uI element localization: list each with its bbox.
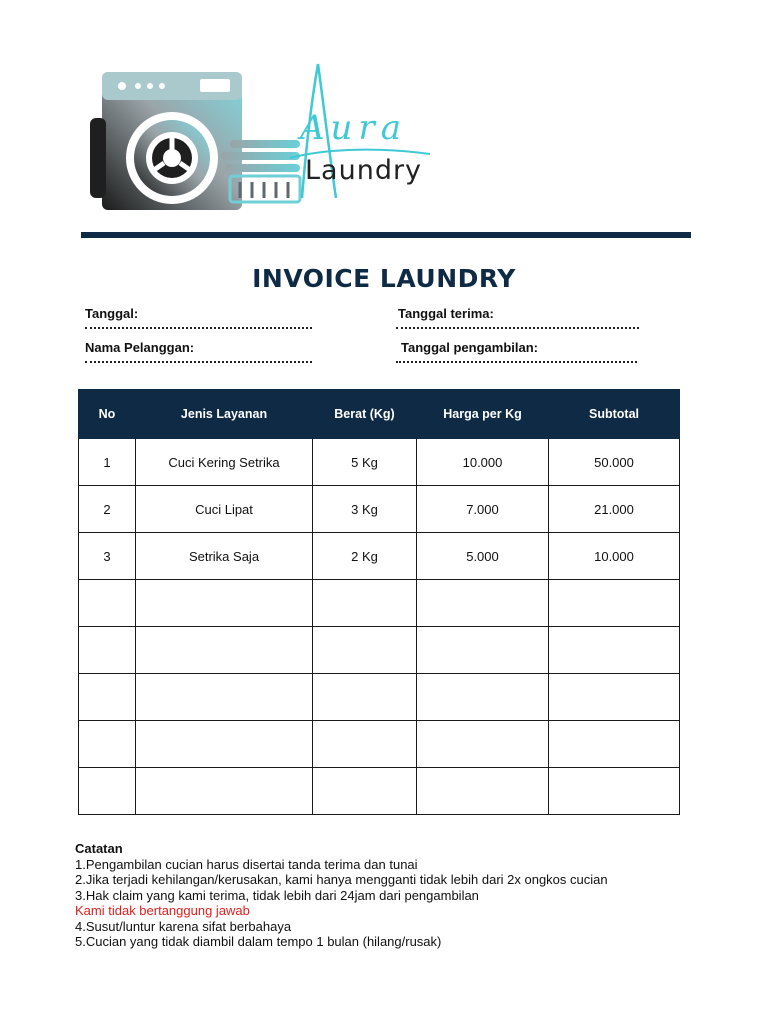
header-no: No (79, 390, 136, 439)
cell-no[interactable] (79, 768, 136, 815)
header-divider (81, 232, 691, 238)
note-line-4: 4.Susut/luntur karena sifat berbahaya (75, 918, 292, 934)
field-tanggal-terima-label: Tanggal terima: (398, 306, 494, 321)
header-berat: Berat (Kg) (313, 390, 417, 439)
cell-berat: 2 Kg (313, 533, 417, 580)
invoice-title: INVOICE LAUNDRY (252, 264, 516, 293)
cell-no[interactable] (79, 674, 136, 721)
table-header-row (79, 390, 680, 439)
table-row (79, 627, 680, 674)
cell-subtotal[interactable] (549, 580, 680, 627)
cell-subtotal: 50.000 (549, 439, 680, 486)
cell-no[interactable] (79, 580, 136, 627)
table-row (79, 580, 680, 627)
cell-berat[interactable] (313, 768, 417, 815)
field-nama-pelanggan-line[interactable] (85, 361, 312, 363)
cell-harga: 10.000 (417, 439, 549, 486)
cell-harga[interactable] (417, 768, 549, 815)
cell-harga: 7.000 (417, 486, 549, 533)
table-row (79, 486, 680, 533)
table-row (79, 439, 680, 486)
cell-subtotal[interactable] (549, 721, 680, 768)
cell-harga[interactable] (417, 674, 549, 721)
cell-jenis-layanan[interactable] (136, 627, 313, 674)
cell-harga: 5.000 (417, 533, 549, 580)
table-row (79, 674, 680, 721)
note-line-3: 3.Hak claim yang kami terima, tidak lebih dari 24jam dari pengambilan (75, 887, 479, 903)
table-row (79, 768, 680, 815)
field-tanggal-line[interactable] (85, 327, 312, 329)
cell-jenis-layanan: Cuci Kering Setrika (136, 439, 313, 486)
cell-subtotal[interactable] (549, 627, 680, 674)
cell-berat: 5 Kg (313, 439, 417, 486)
cell-subtotal[interactable] (549, 768, 680, 815)
header-harga-per-kg: Harga per Kg (417, 390, 549, 439)
notes-section (75, 841, 735, 950)
cell-berat: 3 Kg (313, 486, 417, 533)
cell-no: 2 (79, 486, 136, 533)
note-warning: Kami tidak bertanggung jawab (75, 903, 250, 918)
cell-berat[interactable] (313, 580, 417, 627)
cell-jenis-layanan[interactable] (136, 721, 313, 768)
cell-no[interactable] (79, 627, 136, 674)
brand-script-text: Aura (300, 108, 407, 148)
cell-jenis-layanan[interactable] (136, 674, 313, 721)
table-row (79, 721, 680, 768)
cell-subtotal[interactable] (549, 674, 680, 721)
cell-jenis-layanan: Setrika Saja (136, 533, 313, 580)
cell-harga[interactable] (417, 580, 549, 627)
field-tanggal-pengambilan-label: Tanggal pengambilan: (401, 340, 538, 355)
note-line-5: 5.Cucian yang tidak diambil dalam tempo 1 bulan (hilang/rusak) (75, 934, 442, 949)
header-jenis-layanan: Jenis Layanan (136, 390, 313, 439)
note-line-2: 2.Jika terjadi kehilangan/kerusakan, kami hanya mengganti tidak lebih dari 2x ongkos cucian (75, 872, 608, 887)
cell-no: 3 (79, 533, 136, 580)
cell-jenis-layanan[interactable] (136, 580, 313, 627)
cell-no[interactable] (79, 721, 136, 768)
cell-subtotal: 21.000 (549, 486, 680, 533)
cell-harga[interactable] (417, 721, 549, 768)
brand-word-text: Laundry (305, 155, 423, 186)
notes-heading: Catatan (75, 841, 123, 856)
header-subtotal: Subtotal (549, 390, 680, 439)
note-line-1: 1.Pengambilan cucian harus disertai tanda terima dan tunai (75, 856, 418, 872)
cell-jenis-layanan[interactable] (136, 768, 313, 815)
cell-harga[interactable] (417, 627, 549, 674)
field-tanggal-label: Tanggal: (85, 306, 139, 321)
field-nama-pelanggan-label: Nama Pelanggan: (85, 340, 195, 355)
invoice-table (78, 389, 680, 815)
cell-berat[interactable] (313, 721, 417, 768)
cell-berat[interactable] (313, 674, 417, 721)
field-tanggal-terima-line[interactable] (396, 327, 639, 329)
field-tanggal-pengambilan-line[interactable] (396, 361, 637, 363)
cell-jenis-layanan: Cuci Lipat (136, 486, 313, 533)
cell-berat[interactable] (313, 627, 417, 674)
cell-subtotal: 10.000 (549, 533, 680, 580)
cell-no: 1 (79, 439, 136, 486)
table-row (79, 533, 680, 580)
